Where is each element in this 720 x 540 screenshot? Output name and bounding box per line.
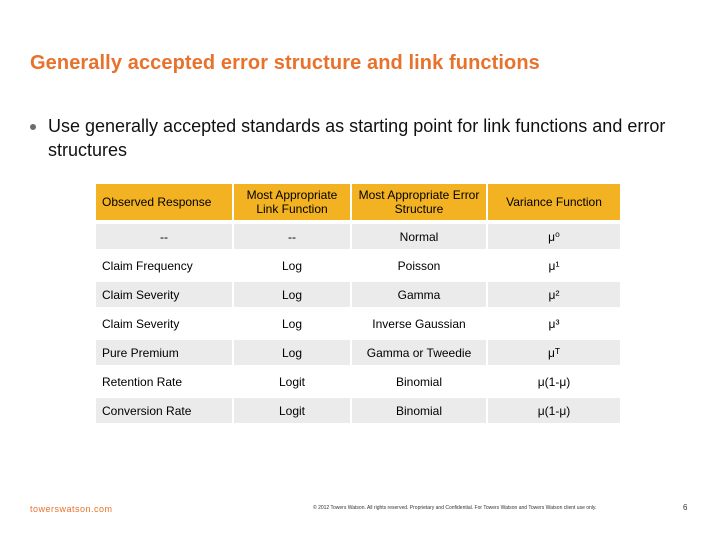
cell-variance-function: μ³	[488, 307, 620, 336]
table-row	[96, 336, 620, 365]
cell-link-function: Log	[234, 249, 352, 278]
header-observed-response: Observed Response	[96, 184, 234, 220]
cell-error-structure: Poisson	[352, 249, 488, 278]
cell-variance-function: μ(1-μ)	[488, 394, 620, 423]
cell-variance-function: μ¹	[488, 249, 620, 278]
bullet-dot-icon	[30, 124, 36, 130]
cell-link-function: Logit	[234, 365, 352, 394]
bullet-text: Use generally accepted standards as starting point for link functions and error structures	[48, 116, 666, 160]
table-header-row	[96, 184, 620, 220]
table-row	[96, 220, 620, 249]
table-row	[96, 278, 620, 307]
table-row	[96, 249, 620, 278]
header-link-function: Most Appropriate Link Function	[234, 184, 352, 220]
cell-variance-function: μ(1-μ)	[488, 365, 620, 394]
cell-link-function: Log	[234, 336, 352, 365]
table-row	[96, 307, 620, 336]
cell-error-structure: Gamma	[352, 278, 488, 307]
cell-observed-response: Retention Rate	[96, 365, 234, 394]
cell-error-structure: Inverse Gaussian	[352, 307, 488, 336]
header-error-structure: Most Appropriate Error Structure	[352, 184, 488, 220]
cell-error-structure: Binomial	[352, 365, 488, 394]
slide-title: Generally accepted error structure and link functions	[30, 52, 540, 74]
cell-link-function: Log	[234, 278, 352, 307]
cell-variance-function: μ⁰	[488, 220, 620, 249]
cell-observed-response: Pure Premium	[96, 336, 234, 365]
cell-error-structure: Gamma or Tweedie	[352, 336, 488, 365]
table-row	[96, 365, 620, 394]
cell-observed-response: Claim Severity	[96, 307, 234, 336]
header-variance-function: Variance Function	[488, 184, 620, 220]
footer-copyright: © 2012 Towers Watson. All rights reserved. Proprietary and Confidential. For Towers Watson and Towers Watson client use only.	[313, 505, 597, 511]
link-function-table	[96, 184, 620, 423]
cell-observed-response: Conversion Rate	[96, 394, 234, 423]
page-number: 6	[683, 503, 688, 512]
cell-observed-response: Claim Frequency	[96, 249, 234, 278]
cell-link-function: Logit	[234, 394, 352, 423]
cell-error-structure: Binomial	[352, 394, 488, 423]
cell-observed-response: Claim Severity	[96, 278, 234, 307]
table-row	[96, 394, 620, 423]
cell-observed-response: --	[96, 220, 234, 249]
footer-brand: towerswatson.com	[30, 504, 113, 514]
cell-error-structure: Normal	[352, 220, 488, 249]
cell-link-function: Log	[234, 307, 352, 336]
cell-variance-function: μ²	[488, 278, 620, 307]
cell-link-function: --	[234, 220, 352, 249]
cell-variance-function: μᵀ	[488, 336, 620, 365]
